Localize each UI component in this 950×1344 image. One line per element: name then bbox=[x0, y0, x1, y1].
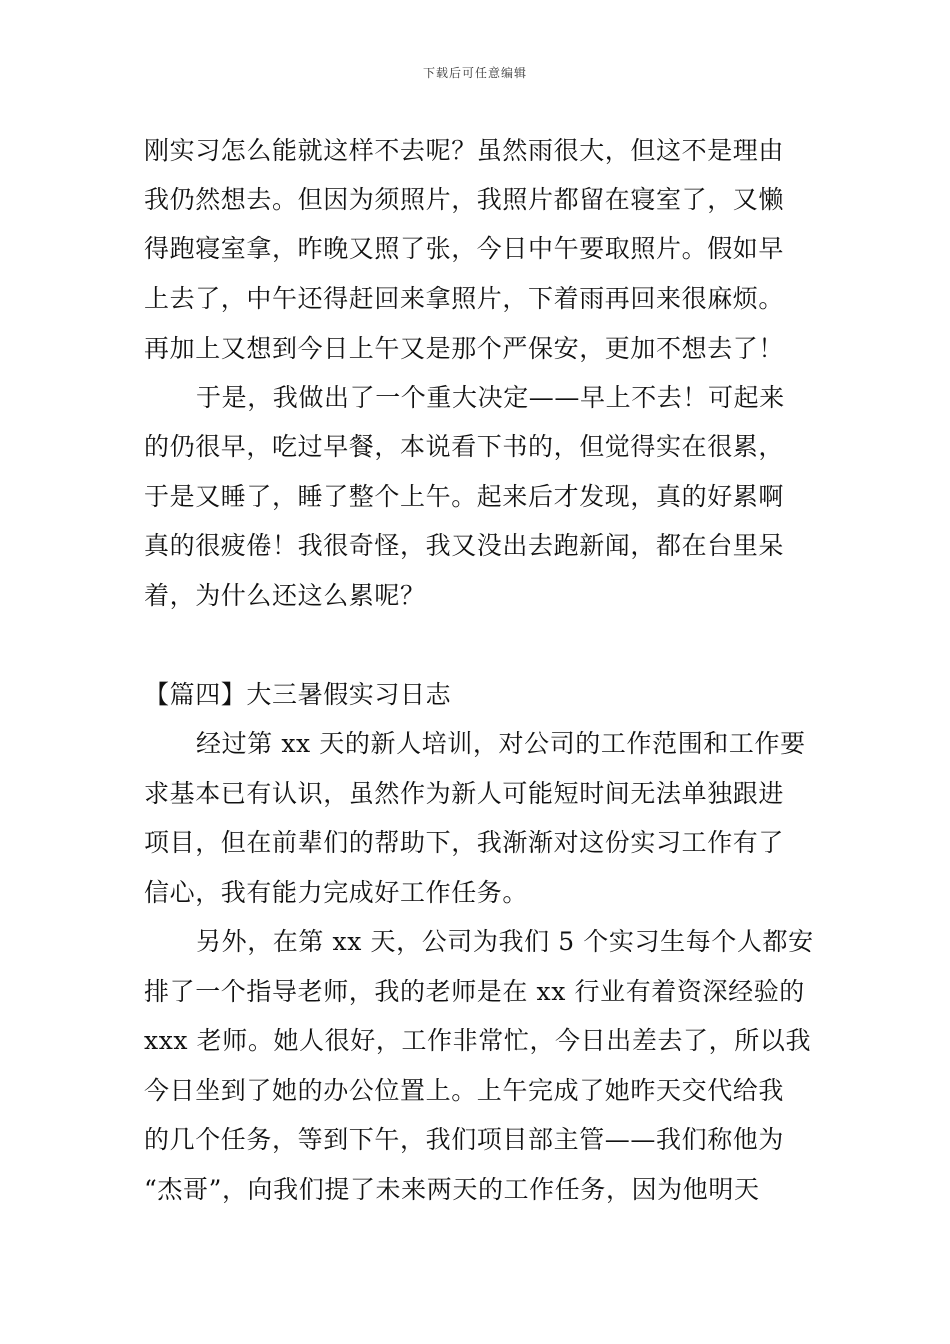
text-line: 着，为什么还这么累呢？ bbox=[144, 581, 426, 610]
text-line: 排了一个指导老师，我的老师是在 xx 行业有着资深经验的 bbox=[144, 977, 805, 1006]
text-line: 刚实习怎么能就这样不去呢？虽然雨很大，但这不是理由 bbox=[144, 136, 785, 165]
text-line: 求基本已有认识，虽然作为新人可能短时间无法单独跟进 bbox=[144, 779, 785, 808]
text-line: 真的很疲倦！我很奇怪，我又没出去跑新闻，都在台里呆 bbox=[144, 531, 785, 560]
text-line: 得跑寝室拿，昨晚又照了张，今日中午要取照片。假如早 bbox=[144, 234, 785, 263]
text-line: 我仍然想去。但因为须照片，我照片都留在寝室了，又懒 bbox=[144, 185, 785, 214]
text-line: 再加上又想到今日上午又是那个严保安，更加不想去了！ bbox=[144, 334, 785, 363]
text-line: 于是又睡了，睡了整个上午。起来后才发现，真的好累啊 bbox=[144, 482, 785, 511]
text-line: 信心，我有能力完成好工作任务。 bbox=[144, 878, 529, 907]
text-line: 的几个任务，等到下午，我们项目部主管——我们称他为 bbox=[144, 1125, 785, 1154]
text-line: 的仍很早，吃过早餐，本说看下书的，但觉得实在很累， bbox=[144, 432, 785, 461]
paragraph-first-line: 另外，在第 xx 天，公司为我们 5 个实习生每个人都安 bbox=[196, 927, 814, 956]
text-line: “杰哥”，向我们提了未来两天的工作任务，因为他明天 bbox=[144, 1175, 760, 1204]
paragraph-first-line: 经过第 xx 天的新人培训，对公司的工作范围和工作要 bbox=[196, 729, 806, 758]
paragraph-first-line: 于是，我做出了一个重大决定——早上不去！可起来 bbox=[196, 383, 785, 412]
text-line: 上去了，中午还得赶回来拿照片，下着雨再回来很麻烦。 bbox=[144, 284, 785, 313]
page-header: 下载后可任意编辑 bbox=[422, 66, 527, 80]
text-line: 今日坐到了她的办公位置上。上午完成了她昨天交代给我 bbox=[144, 1076, 785, 1105]
text-line: xxx 老师。她人很好，工作非常忙，今日出差去了，所以我 bbox=[144, 1026, 812, 1055]
text-line: 项目，但在前辈们的帮助下，我渐渐对这份实习工作有了 bbox=[144, 828, 785, 857]
section-heading: 【篇四】大三暑假实习日志 bbox=[144, 680, 452, 709]
